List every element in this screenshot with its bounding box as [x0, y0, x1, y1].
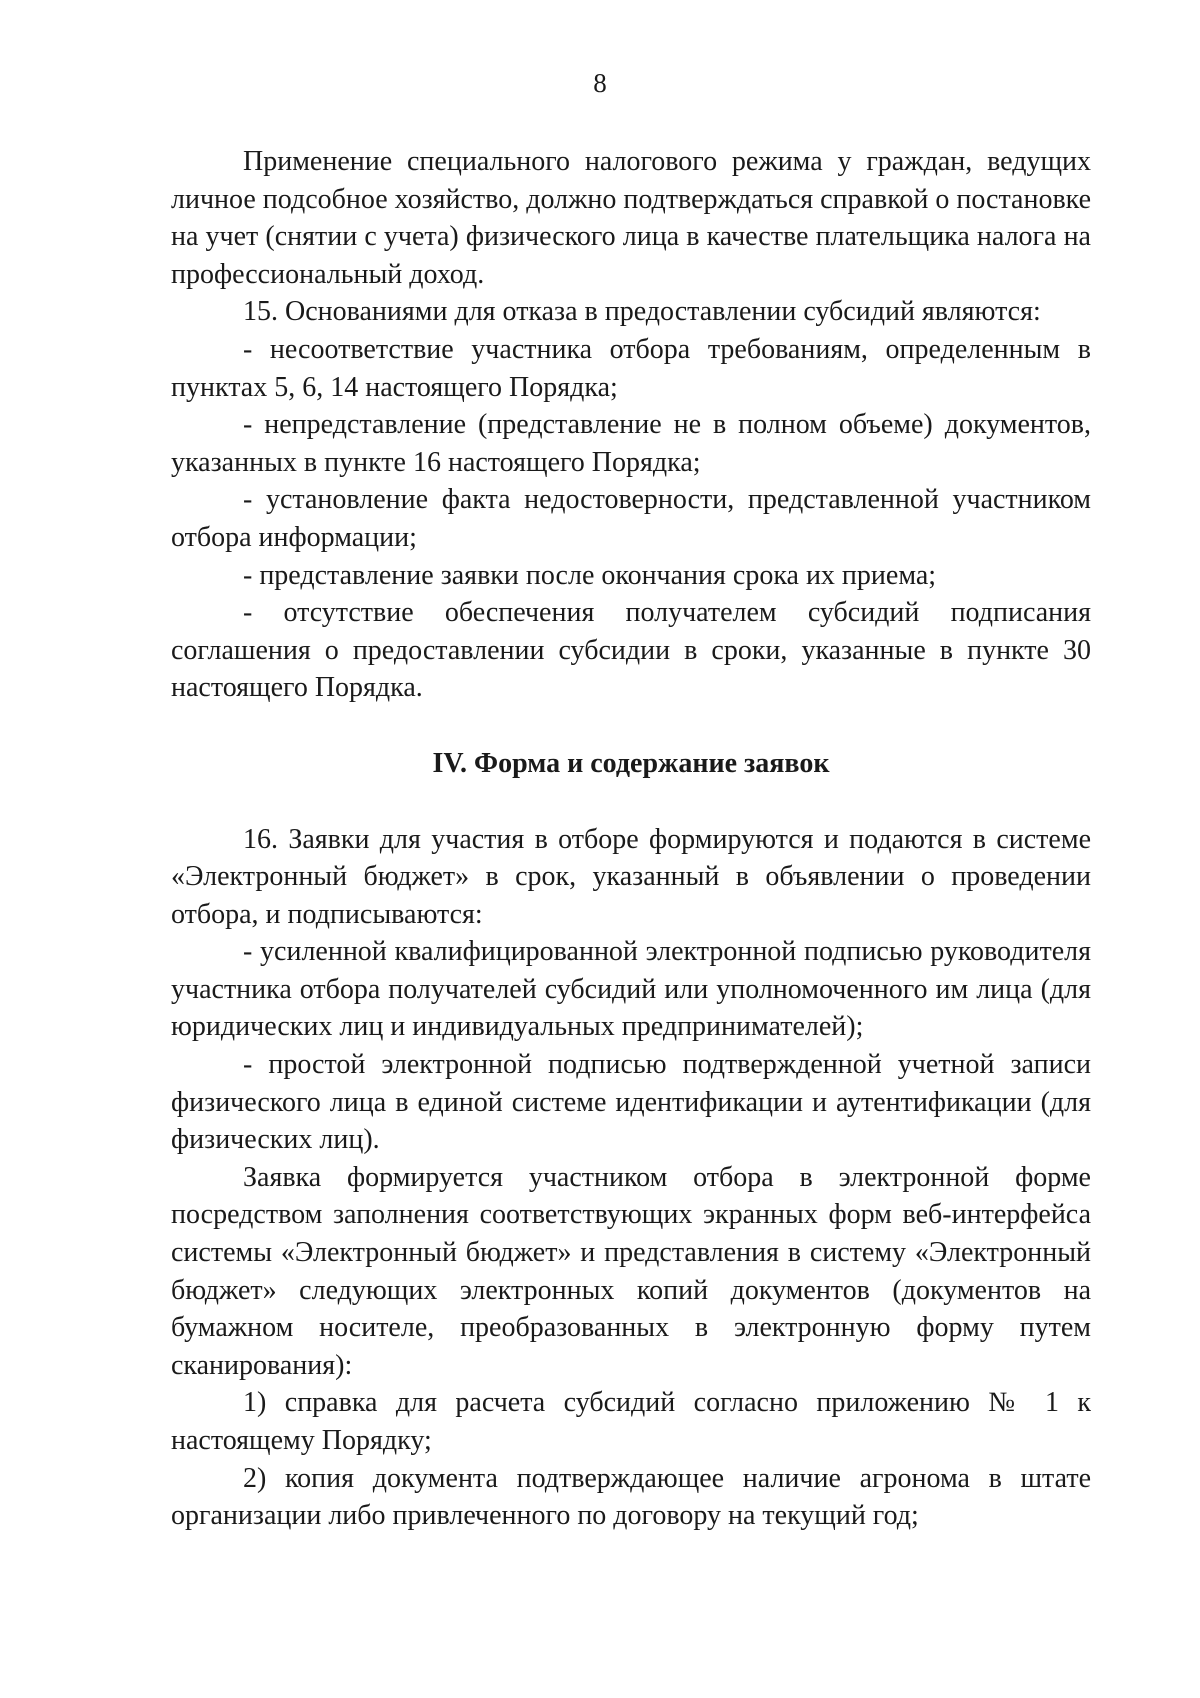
paragraph: - отсутствие обеспечения получателем субсидий подписания соглашения о предоставлении субсидии в сроки, указанные в пункте 30 настоящего Порядка.: [171, 597, 1091, 704]
paragraph: Заявка формируется участником отбора в электронной форме посредством заполнения соответствующих экранных форм веб-интерфейса системы «Электронный бюджет» и представления в систему «Электронный бюджет» следующих электронных копий документов (документов на бумажном носителе, преобразованных в электронную форму путем сканирования):: [171, 1161, 1091, 1381]
section-heading: IV. Форма и содержание заявок: [432, 747, 830, 779]
paragraph: - несоответствие участника отбора требованиям, определенным в пунктах 5, 6, 14 настоящего Порядка;: [171, 333, 1091, 403]
paragraph: - простой электронной подписью подтвержденной учетной записи физического лица в единой системе идентификации и аутентификации (для физических лиц).: [171, 1049, 1091, 1156]
paragraph: 15. Основаниями для отказа в предоставлении субсидий являются:: [243, 296, 1041, 328]
paragraph: - установление факта недостоверности, представленной участником отбора информации;: [171, 484, 1091, 553]
paragraph: 16. Заявки для участия в отборе формируются и подаются в системе «Электронный бюджет» в срок, указанный в объявлении о проведении отбора, и подписываются:: [171, 823, 1091, 930]
paragraph: 1) справка для расчета субсидий согласно приложению № 1 к настоящему Порядку;: [171, 1387, 1091, 1456]
document-body: [171, 143, 1091, 1535]
paragraph: - усиленной квалифицированной электронной подписью руководителя участника отбора получателей субсидий или уполномоченного им лица (для юридических лиц и индивидуальных предпринимателей);: [171, 936, 1091, 1043]
paragraph: - непредставление (представление не в полном объеме) документов, указанных в пункте 16 настоящего Порядка;: [171, 409, 1091, 478]
paragraph: Применение специального налогового режима у граждан, ведущих личное подсобное хозяйство, должно подтверждаться справкой о постановке на учет (снятии с учета) физического лица в качестве плательщика налога на профессиональный доход.: [171, 146, 1092, 290]
paragraph: 2) копия документа подтверждающее наличие агронома в штате организации либо привлеченного по договору на текущий год;: [171, 1462, 1091, 1532]
paragraph: - представление заявки после окончания срока их приема;: [243, 559, 937, 591]
page-number: 8: [593, 68, 607, 98]
